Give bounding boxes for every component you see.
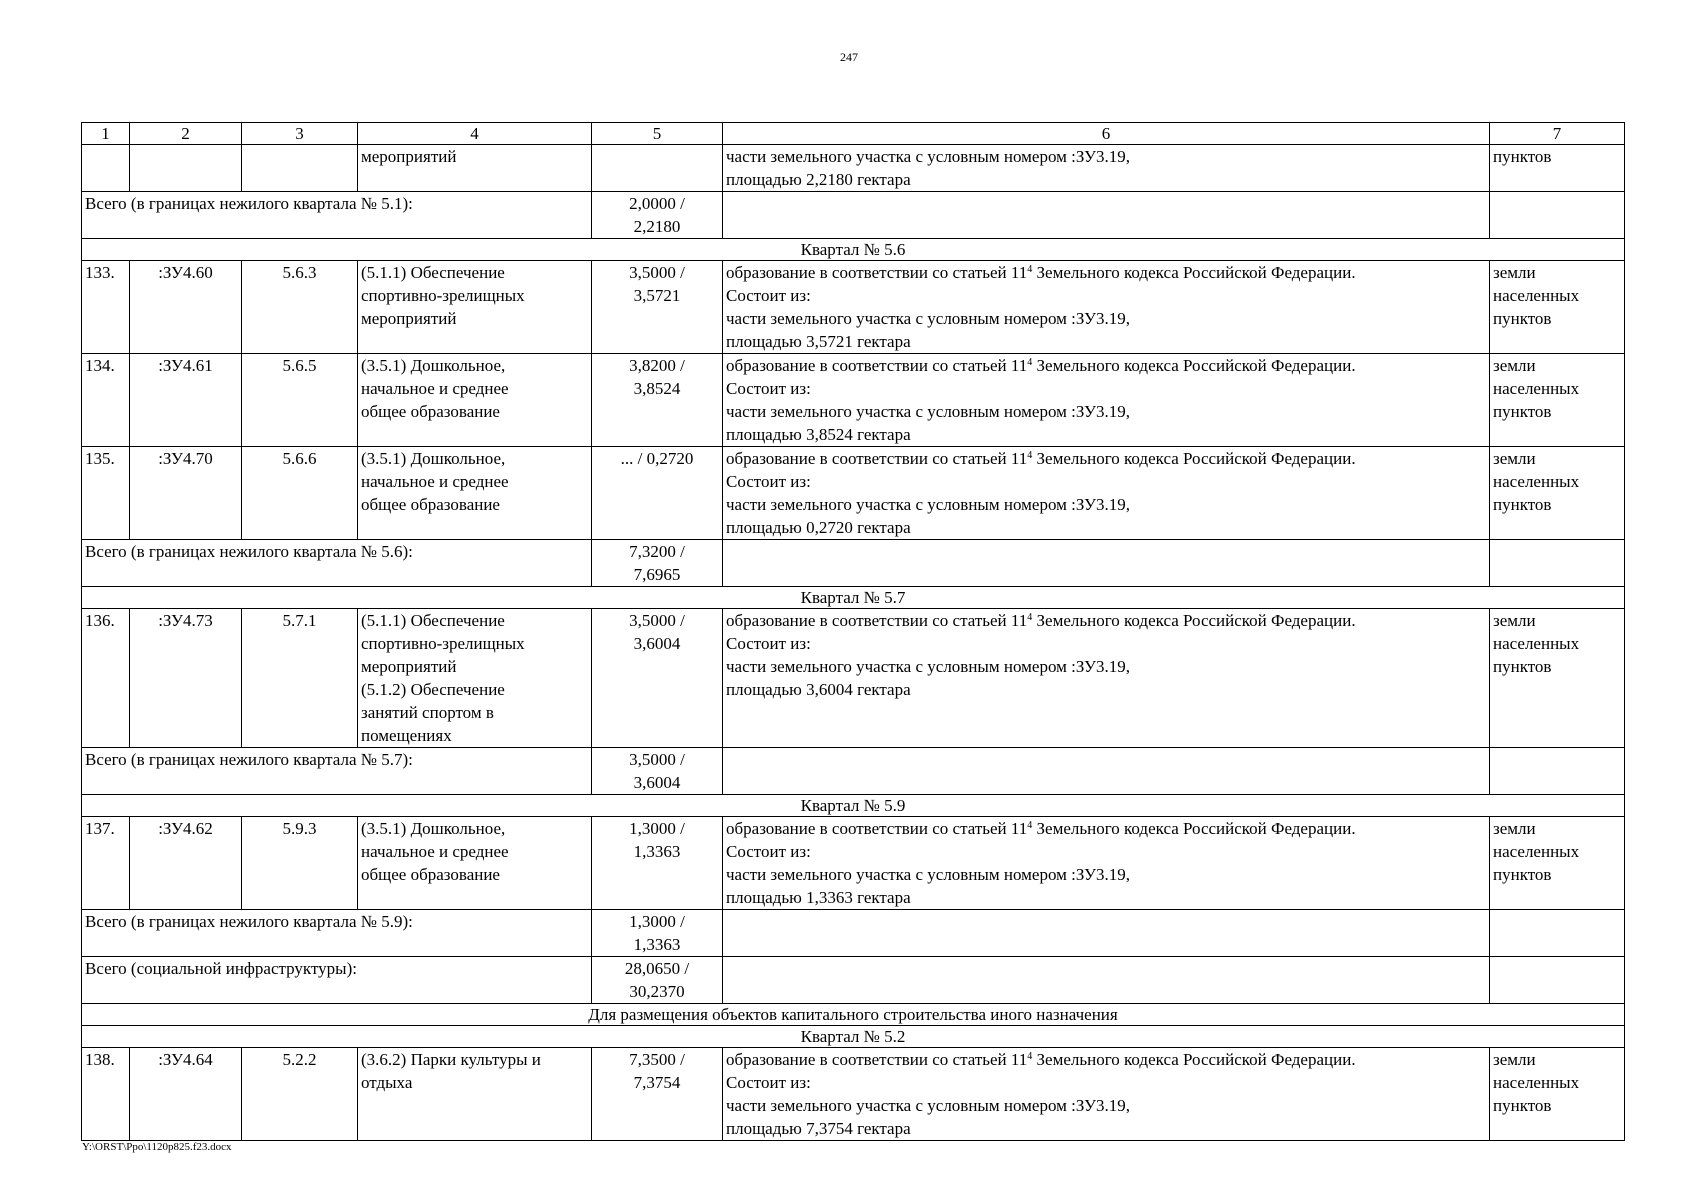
permitted-use: мероприятий [358,145,592,192]
total-label: Всего (в границах нежилого квартала № 5.6): [82,540,592,587]
land-category: земли населенных пунктов [1490,354,1625,447]
land-category: земли населенных пунктов [1490,609,1625,748]
plot-designation: :ЗУ4.61 [130,354,242,447]
article-superscript: 4 [1027,1051,1033,1062]
permitted-use: (5.1.1) Обеспечение спортивно-зрелищных мероприятий [358,261,592,354]
zone-number: 5.9.3 [242,817,358,910]
total-empty-cell [723,540,1490,587]
formation-method [723,447,1490,540]
column-number: 7 [1490,123,1625,145]
formation-text-end: Земельного кодекса Российской Федерации. Состоит из: части земельного участка с условным номером :ЗУ3.19, площадью 3,5721 гектара [726,263,1356,351]
column-number: 5 [592,123,723,145]
total-empty-cell [1490,910,1625,957]
formation-text-end: Земельного кодекса Российской Федерации. Состоит из: части земельного участка с условным номером :ЗУ3.19, площадью 0,2720 гектара [726,449,1356,537]
column-number: 3 [242,123,358,145]
zone-number: 5.2.2 [242,1048,358,1141]
formation-text-start: образование в соответствии со статьей 11 [726,356,1028,375]
permitted-use: (5.1.1) Обеспечение спортивно-зрелищных мероприятий (5.1.2) Обеспечение занятий спортом в помещениях [358,609,592,748]
formation-text-end: Земельного кодекса Российской Федерации. Состоит из: части земельного участка с условным номером :ЗУ3.19, площадью 3,6004 гектара [726,611,1356,699]
total-area: 3,5000 / 3,6004 [592,748,723,795]
land-plot-row [82,817,1625,910]
formation-method [723,817,1490,910]
section-header-row [82,1026,1625,1048]
plot-area [592,145,723,192]
formation-text-end: Земельного кодекса Российской Федерации. Состоит из: части земельного участка с условным номером :ЗУ3.19, площадью 1,3363 гектара [726,819,1356,907]
total-empty-cell [723,957,1490,1004]
land-plot-row [82,609,1625,748]
footer-file-path: Y:\ORST\Ppo\1120p825.f23.docx [82,1141,232,1153]
total-row [82,748,1625,795]
plot-area: 3,8200 / 3,8524 [592,354,723,447]
plot-designation: :ЗУ4.60 [130,261,242,354]
formation-method [723,261,1490,354]
total-empty-cell [1490,748,1625,795]
permitted-use: (3.6.2) Парки культуры и отдыха [358,1048,592,1141]
zone-number [242,145,358,192]
zone-number: 5.6.6 [242,447,358,540]
permitted-use: (3.5.1) Дошкольное, начальное и среднее общее образование [358,447,592,540]
section-title: Квартал № 5.9 [82,795,1625,817]
total-row [82,910,1625,957]
total-area: 7,3200 / 7,6965 [592,540,723,587]
total-empty-cell [1490,540,1625,587]
formation-method [723,354,1490,447]
page-number: 247 [840,50,858,64]
article-superscript: 4 [1027,820,1033,831]
plot-designation: :ЗУ4.70 [130,447,242,540]
row-number: 136. [82,609,130,748]
section-title: Квартал № 5.7 [82,587,1625,609]
section-title: Квартал № 5.6 [82,239,1625,261]
permitted-use: (3.5.1) Дошкольное, начальное и среднее общее образование [358,817,592,910]
formation-text-end: Земельного кодекса Российской Федерации. Состоит из: части земельного участка с условным номером :ЗУ3.19, площадью 3,8524 гектара [726,356,1356,444]
section-header-row [82,239,1625,261]
column-number: 6 [723,123,1490,145]
row-number: 137. [82,817,130,910]
total-row [82,540,1625,587]
land-category: земли населенных пунктов [1490,261,1625,354]
column-number: 1 [82,123,130,145]
plot-area: 3,5000 / 3,5721 [592,261,723,354]
formation-method [723,1048,1490,1141]
formation-method: части земельного участка с условным номером :ЗУ3.19, площадью 2,2180 гектара [723,145,1490,192]
zone-number: 5.6.5 [242,354,358,447]
plot-designation: :ЗУ4.64 [130,1048,242,1141]
land-category: земли населенных пунктов [1490,1048,1625,1141]
row-number: 138. [82,1048,130,1141]
article-superscript: 4 [1027,357,1033,368]
total-label: Всего (в границах нежилого квартала № 5.1): [82,192,592,239]
formation-text-start: образование в соответствии со статьей 11 [726,819,1028,838]
plot-designation: :ЗУ4.73 [130,609,242,748]
land-category: земли населенных пунктов [1490,817,1625,910]
article-superscript: 4 [1027,264,1033,275]
formation-text-end: Земельного кодекса Российской Федерации. Состоит из: части земельного участка с условным номером :ЗУ3.19, площадью 7,3754 гектара [726,1050,1356,1138]
formation-text-start: образование в соответствии со статьей 11 [726,611,1028,630]
plot-area: 7,3500 / 7,3754 [592,1048,723,1141]
total-label: Всего (в границах нежилого квартала № 5.9): [82,910,592,957]
land-plot-row [82,354,1625,447]
land-plot-row [82,447,1625,540]
plot-area: 3,5000 / 3,6004 [592,609,723,748]
section-header-row [82,587,1625,609]
total-area: 1,3000 / 1,3363 [592,910,723,957]
column-number: 2 [130,123,242,145]
column-number-row [82,123,1625,145]
section-title: Для размещения объектов капитального строительства иного назначения [82,1004,1625,1026]
total-row [82,957,1625,1004]
total-empty-cell [1490,957,1625,1004]
total-row [82,192,1625,239]
article-superscript: 4 [1027,450,1033,461]
total-empty-cell [1490,192,1625,239]
land-category: пунктов [1490,145,1625,192]
formation-method [723,609,1490,748]
formation-text-start: образование в соответствии со статьей 11 [726,263,1028,282]
permitted-use: (3.5.1) Дошкольное, начальное и среднее общее образование [358,354,592,447]
total-empty-cell [723,910,1490,957]
section-header-row [82,1004,1625,1026]
plot-designation: :ЗУ4.62 [130,817,242,910]
column-number: 4 [358,123,592,145]
total-label: Всего (социальной инфраструктуры): [82,957,592,1004]
row-number: 133. [82,261,130,354]
table-body [82,123,1625,1141]
total-area: 2,0000 / 2,2180 [592,192,723,239]
land-plot-row [82,261,1625,354]
zone-number: 5.7.1 [242,609,358,748]
row-number: 134. [82,354,130,447]
row-number: 135. [82,447,130,540]
article-superscript: 4 [1027,612,1033,623]
formation-text-start: образование в соответствии со статьей 11 [726,449,1028,468]
section-header-row [82,795,1625,817]
plot-designation [130,145,242,192]
total-label: Всего (в границах нежилого квартала № 5.7): [82,748,592,795]
land-category: земли населенных пунктов [1490,447,1625,540]
row-number [82,145,130,192]
continued-row [82,145,1625,192]
total-area: 28,0650 / 30,2370 [592,957,723,1004]
plot-area: 1,3000 / 1,3363 [592,817,723,910]
land-plots-table [81,122,1625,1141]
total-empty-cell [723,748,1490,795]
zone-number: 5.6.3 [242,261,358,354]
plot-area: ... / 0,2720 [592,447,723,540]
section-title: Квартал № 5.2 [82,1026,1625,1048]
total-empty-cell [723,192,1490,239]
formation-text-start: образование в соответствии со статьей 11 [726,1050,1028,1069]
land-plot-row [82,1048,1625,1141]
